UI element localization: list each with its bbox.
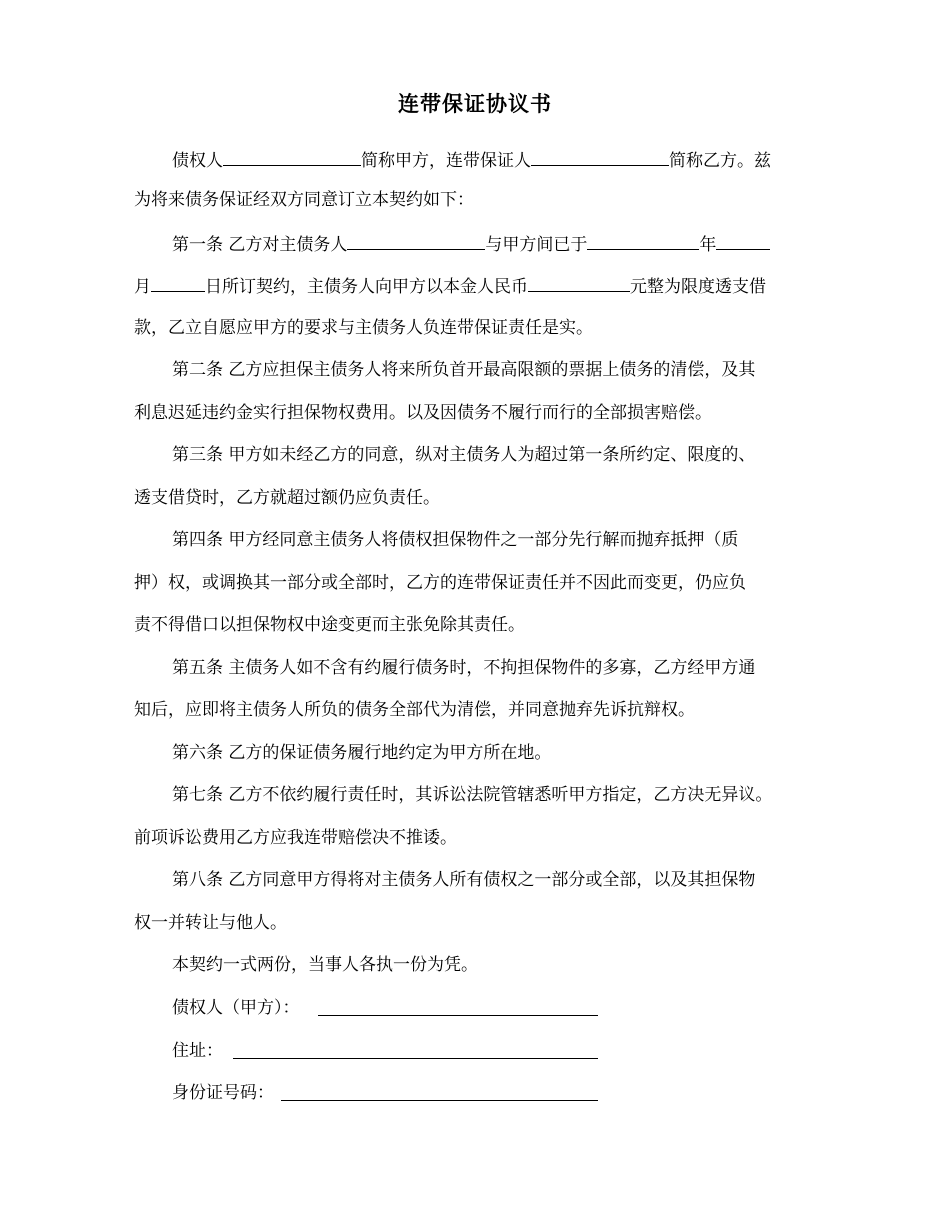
creditor-label: 债权人: [172, 151, 223, 171]
document-title: 连带保证协议书: [398, 91, 552, 116]
closing-line: 本契约一式两份，当事人各执一份为凭。: [172, 955, 478, 975]
creditor-name-blank: [223, 147, 361, 166]
preamble-line-1: [172, 147, 771, 173]
id-number-label: 身份证号码：: [172, 1083, 274, 1103]
article-3-line-2: 透支借贷时，乙方就超过额仍应负责任。: [134, 488, 440, 508]
article-1-line-3: 款，乙立自愿应甲方的要求与主债务人负连带保证责任是实。: [134, 318, 593, 338]
article-1-text-d: 月: [134, 277, 151, 297]
preamble-text-2: 简称甲方，连带保证人: [361, 151, 531, 171]
amount-blank: [528, 273, 630, 292]
debtor-name-blank: [347, 231, 485, 250]
creditor-signature-label: 债权人（甲方）：: [172, 998, 300, 1018]
article-8-line-1: 第八条 乙方同意甲方得将对主债务人所有债权之一部分或全部，以及其担保物: [172, 870, 756, 890]
article-1-text-b: 与甲方间已于: [485, 235, 588, 255]
address-line[interactable]: [233, 1058, 598, 1059]
article-7-line-2: 前项诉讼费用乙方应我连带赔偿决不推诿。: [134, 828, 457, 848]
article-1-text-e: 日所订契约，主债务人向甲方以本金人民币: [205, 277, 528, 297]
article-4-line-1: 第四条 甲方经同意主债务人将债权担保物件之一部分先行解而抛弃抵押（质: [172, 530, 739, 550]
article-6-line-1: 第六条 乙方的保证债务履行地约定为甲方所在地。: [172, 743, 552, 763]
article-1-line-1: [172, 231, 770, 257]
day-blank: [151, 273, 205, 292]
preamble-line-2: 为将来债务保证经双方同意订立本契约如下：: [134, 190, 474, 210]
article-8-line-2: 权一并转让与他人。: [134, 913, 287, 933]
article-1-line-2: [134, 273, 766, 299]
article-3-line-1: 第三条 甲方如未经乙方的同意，纵对主债务人为超过第一条所约定、限度的、: [172, 445, 756, 465]
article-4-line-3: 责不得借口以担保物权中途变更而主张免除其责任。: [134, 615, 525, 635]
article-1-text-c: 年: [699, 235, 717, 255]
article-5-line-2: 知后，应即将主债务人所负的债务全部代为清偿，并同意抛弃先诉抗辩权。: [134, 700, 695, 720]
article-2-line-2: 利息迟延违约金实行担保物权费用。以及因债务不履行而行的全部损害赔偿。: [134, 403, 712, 423]
address-label: 住址：: [172, 1041, 223, 1061]
preamble-text-3: 简称乙方。兹: [669, 151, 771, 171]
guarantor-name-blank: [531, 147, 669, 166]
year-blank: [587, 231, 699, 250]
article-5-line-1: 第五条 主债务人如不含有约履行债务时，不拘担保物件的多寡，乙方经甲方通: [172, 658, 756, 678]
article-7-line-1: 第七条 乙方不依约履行责任时，其诉讼法院管辖悉听甲方指定，乙方决无异议。: [172, 785, 773, 805]
month-blank: [716, 231, 770, 250]
creditor-signature-line[interactable]: [318, 1015, 598, 1016]
article-4-line-2: 押）权，或调换其一部分或全部时，乙方的连带保证责任并不因此而变更，仍应负: [134, 573, 746, 593]
id-number-line[interactable]: [281, 1100, 598, 1101]
article-2-line-1: 第二条 乙方应担保主债务人将来所负首开最高限额的票据上债务的清偿，及其: [172, 360, 756, 380]
article-1-text-a: 第一条 乙方对主债务人: [172, 235, 348, 255]
article-1-text-f: 元整为限度透支借: [630, 277, 766, 297]
